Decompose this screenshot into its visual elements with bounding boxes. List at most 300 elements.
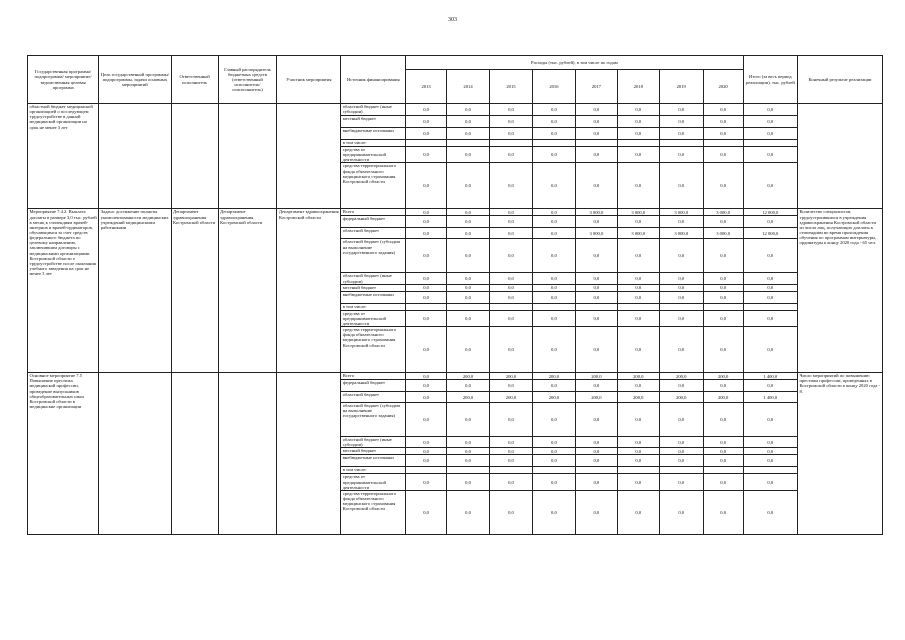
- year-value-cell: 0,0: [447, 209, 490, 216]
- year-value-cell: 0,0: [447, 147, 490, 163]
- year-value-cell: 0,0: [703, 239, 743, 273]
- header-year: 2013: [406, 70, 447, 104]
- year-value-cell: 0,0: [532, 163, 575, 209]
- year-value-cell: 0,0: [447, 474, 490, 490]
- year-value-cell: 0,0: [406, 474, 447, 490]
- year-value-cell: 0,0: [703, 104, 743, 116]
- participant-cell: [277, 104, 341, 209]
- year-value-cell: 0,0: [659, 273, 703, 284]
- source-cell: федеральный бюджет: [341, 380, 406, 392]
- source-cell: областной бюджет (субсидии на выполнение государственного задания): [341, 403, 406, 437]
- year-value-cell: 0,0: [490, 128, 533, 140]
- manager-cell: [218, 104, 277, 209]
- year-value-cell: 200,0: [490, 392, 533, 403]
- source-cell: средства от предпринимательской деятельности: [341, 147, 406, 163]
- year-value-cell: 0,0: [447, 116, 490, 128]
- year-value-cell: 0,0: [575, 474, 617, 490]
- year-value-cell: 0,0: [659, 239, 703, 273]
- year-value-cell: [617, 303, 659, 310]
- year-value-cell: 0,0: [703, 380, 743, 392]
- year-value-cell: 0,0: [406, 455, 447, 467]
- year-value-cell: 0,0: [617, 273, 659, 284]
- year-value-cell: 3 000,0: [617, 209, 659, 216]
- year-value-cell: 0,0: [447, 284, 490, 291]
- header-year: 2016: [532, 70, 575, 104]
- header-participant: Участник мероприятия: [277, 56, 341, 104]
- year-value-cell: 0,0: [532, 128, 575, 140]
- year-value-cell: 200,0: [447, 373, 490, 380]
- table-row: [28, 104, 883, 116]
- total-value-cell: 0,0: [743, 403, 797, 437]
- year-value-cell: 200,0: [659, 392, 703, 403]
- year-value-cell: 0,0: [659, 474, 703, 490]
- year-value-cell: 3 000,0: [703, 228, 743, 239]
- year-value-cell: 0,0: [703, 455, 743, 467]
- year-value-cell: 0,0: [703, 284, 743, 291]
- source-cell: Всего: [341, 209, 406, 216]
- year-value-cell: 0,0: [406, 448, 447, 455]
- year-value-cell: 0,0: [490, 163, 533, 209]
- year-value-cell: 0,0: [617, 448, 659, 455]
- source-cell: средства территориального фонда обязательного медицинского страхования Костромской области: [341, 490, 406, 534]
- year-value-cell: 0,0: [447, 239, 490, 273]
- program-cell: областной бюджет медицинской организацией о последующем трудоустройстве в данной медицинской организации на срок не менее 3 лет: [28, 104, 99, 209]
- year-value-cell: 0,0: [406, 147, 447, 163]
- header-expenses: Расходы (тыс. рублей), в том числе по годам: [406, 56, 743, 70]
- total-value-cell: 0,0: [743, 490, 797, 534]
- year-value-cell: 0,0: [575, 310, 617, 326]
- year-value-cell: 0,0: [532, 228, 575, 239]
- year-value-cell: 0,0: [447, 128, 490, 140]
- year-value-cell: 0,0: [575, 455, 617, 467]
- goal-cell: [99, 104, 171, 209]
- year-value-cell: 0,0: [575, 273, 617, 284]
- total-value-cell: 0,0: [743, 437, 797, 448]
- year-value-cell: [575, 140, 617, 147]
- year-value-cell: 0,0: [447, 228, 490, 239]
- year-value-cell: 0,0: [490, 437, 533, 448]
- year-value-cell: 200,0: [532, 392, 575, 403]
- year-value-cell: 200,0: [575, 373, 617, 380]
- year-value-cell: 0,0: [532, 291, 575, 303]
- header-program: Государственная программа/подпрограмма/ мероприятие/ ведомственная целевая программа: [28, 56, 99, 104]
- year-value-cell: [406, 140, 447, 147]
- total-value-cell: 0,0: [743, 310, 797, 326]
- year-value-cell: 0,0: [447, 310, 490, 326]
- year-value-cell: 0,0: [490, 116, 533, 128]
- year-value-cell: 0,0: [490, 273, 533, 284]
- year-value-cell: 0,0: [447, 216, 490, 228]
- source-cell: Всего: [341, 373, 406, 380]
- year-value-cell: 0,0: [532, 380, 575, 392]
- year-value-cell: 0,0: [659, 490, 703, 534]
- year-value-cell: 0,0: [490, 228, 533, 239]
- year-value-cell: 0,0: [532, 284, 575, 291]
- year-value-cell: 0,0: [490, 216, 533, 228]
- header-year: 2017: [575, 70, 617, 104]
- year-value-cell: 0,0: [490, 327, 533, 373]
- year-value-cell: 0,0: [617, 403, 659, 437]
- year-value-cell: 0,0: [490, 310, 533, 326]
- year-value-cell: 0,0: [406, 239, 447, 273]
- year-value-cell: 0,0: [532, 209, 575, 216]
- year-value-cell: 0,0: [406, 373, 447, 380]
- year-value-cell: 0,0: [575, 128, 617, 140]
- year-value-cell: 0,0: [617, 474, 659, 490]
- year-value-cell: 3 000,0: [659, 228, 703, 239]
- year-value-cell: 0,0: [490, 209, 533, 216]
- total-value-cell: 0,0: [743, 455, 797, 467]
- year-value-cell: [703, 467, 743, 474]
- year-value-cell: 0,0: [575, 216, 617, 228]
- year-value-cell: [703, 140, 743, 147]
- source-cell: областной бюджет: [341, 228, 406, 239]
- year-value-cell: 0,0: [617, 128, 659, 140]
- total-value-cell: 0,0: [743, 448, 797, 455]
- year-value-cell: 0,0: [575, 380, 617, 392]
- participant-cell: [277, 373, 341, 535]
- responsible-cell: [171, 373, 218, 535]
- year-value-cell: 3 000,0: [575, 209, 617, 216]
- source-cell: внебюджетные источники: [341, 128, 406, 140]
- year-value-cell: 0,0: [659, 327, 703, 373]
- year-value-cell: 0,0: [575, 239, 617, 273]
- year-value-cell: 0,0: [532, 104, 575, 116]
- table-header: [28, 56, 883, 104]
- year-value-cell: 0,0: [575, 163, 617, 209]
- year-value-cell: 0,0: [659, 147, 703, 163]
- year-value-cell: 0,0: [617, 147, 659, 163]
- header-year: 2018: [617, 70, 659, 104]
- year-value-cell: 0,0: [447, 273, 490, 284]
- participant-cell: Департамент здравоохранения Костромской области: [277, 209, 341, 373]
- total-value-cell: 0,0: [743, 163, 797, 209]
- year-value-cell: [447, 467, 490, 474]
- year-value-cell: 200,0: [532, 373, 575, 380]
- block3-body: [28, 373, 883, 535]
- year-value-cell: 0,0: [532, 216, 575, 228]
- year-value-cell: 0,0: [532, 448, 575, 455]
- year-value-cell: [575, 467, 617, 474]
- year-value-cell: 0,0: [406, 163, 447, 209]
- year-value-cell: 0,0: [575, 104, 617, 116]
- year-value-cell: 0,0: [703, 327, 743, 373]
- year-value-cell: 0,0: [703, 310, 743, 326]
- total-value-cell: [743, 467, 797, 474]
- year-value-cell: 0,0: [532, 327, 575, 373]
- year-value-cell: 200,0: [703, 373, 743, 380]
- year-value-cell: 0,0: [617, 239, 659, 273]
- header-total: Итого (за весь период реализации), тыс. рублей: [743, 56, 797, 104]
- year-value-cell: 0,0: [447, 380, 490, 392]
- year-value-cell: [659, 303, 703, 310]
- total-value-cell: 0,0: [743, 147, 797, 163]
- source-cell: средства территориального фонда обязательного медицинского страхования Костромской области: [341, 327, 406, 373]
- budget-table: [27, 55, 883, 535]
- year-value-cell: 0,0: [406, 273, 447, 284]
- year-value-cell: 0,0: [659, 448, 703, 455]
- year-value-cell: [532, 467, 575, 474]
- table-row: [28, 373, 883, 380]
- result-cell: [798, 104, 883, 209]
- program-cell: Основное мероприятие 7.5 Повышение престижа медицинской профессии, проведение выпускников общеобразовательных школ Костромской области в медицинские организации: [28, 373, 99, 535]
- table-row: [28, 209, 883, 216]
- manager-cell: [218, 373, 277, 535]
- year-value-cell: 0,0: [703, 128, 743, 140]
- year-value-cell: 0,0: [617, 490, 659, 534]
- year-value-cell: 0,0: [447, 455, 490, 467]
- source-cell: местный бюджет: [341, 284, 406, 291]
- total-value-cell: 0,0: [743, 216, 797, 228]
- total-value-cell: 0,0: [743, 104, 797, 116]
- year-value-cell: 0,0: [617, 216, 659, 228]
- year-value-cell: 0,0: [703, 437, 743, 448]
- year-value-cell: 0,0: [406, 116, 447, 128]
- year-value-cell: 0,0: [575, 403, 617, 437]
- year-value-cell: 0,0: [406, 291, 447, 303]
- total-value-cell: 12 000,0: [743, 228, 797, 239]
- header-year: 2019: [659, 70, 703, 104]
- year-value-cell: [490, 303, 533, 310]
- year-value-cell: 0,0: [575, 291, 617, 303]
- year-value-cell: 0,0: [659, 437, 703, 448]
- year-value-cell: 0,0: [575, 448, 617, 455]
- header-source: Источник финансирования: [341, 56, 406, 104]
- responsible-cell: Департамент здравоохранения Костромской области: [171, 209, 218, 373]
- year-value-cell: [490, 140, 533, 147]
- year-value-cell: 0,0: [406, 380, 447, 392]
- goal-cell: [99, 373, 171, 535]
- year-value-cell: 3 000,0: [575, 228, 617, 239]
- year-value-cell: 0,0: [532, 455, 575, 467]
- year-value-cell: 0,0: [659, 116, 703, 128]
- year-value-cell: 0,0: [532, 437, 575, 448]
- year-value-cell: 0,0: [703, 273, 743, 284]
- page-number: 303: [448, 17, 457, 23]
- year-value-cell: 0,0: [406, 437, 447, 448]
- year-value-cell: 0,0: [617, 284, 659, 291]
- header-year: 2015: [490, 70, 533, 104]
- year-value-cell: 0,0: [575, 437, 617, 448]
- year-value-cell: 0,0: [490, 239, 533, 273]
- block2-body: [28, 209, 883, 373]
- year-value-cell: 0,0: [703, 403, 743, 437]
- year-value-cell: 0,0: [406, 216, 447, 228]
- year-value-cell: 0,0: [406, 392, 447, 403]
- source-cell: местный бюджет: [341, 448, 406, 455]
- year-value-cell: [532, 140, 575, 147]
- year-value-cell: 0,0: [490, 403, 533, 437]
- year-value-cell: [406, 303, 447, 310]
- year-value-cell: 0,0: [703, 216, 743, 228]
- year-value-cell: 0,0: [490, 147, 533, 163]
- year-value-cell: 0,0: [532, 116, 575, 128]
- header-year: 2014: [447, 70, 490, 104]
- total-value-cell: 12 000,0: [743, 209, 797, 216]
- total-value-cell: 0,0: [743, 273, 797, 284]
- source-cell: средства территориального фонда обязательного медицинского страхования Костромской области: [341, 163, 406, 209]
- year-value-cell: 200,0: [490, 373, 533, 380]
- year-value-cell: 0,0: [617, 291, 659, 303]
- year-value-cell: [406, 467, 447, 474]
- year-value-cell: 3 000,0: [617, 228, 659, 239]
- total-value-cell: 0,0: [743, 128, 797, 140]
- year-value-cell: 0,0: [617, 163, 659, 209]
- year-value-cell: 0,0: [406, 284, 447, 291]
- total-value-cell: 0,0: [743, 116, 797, 128]
- header-responsible: Ответственный исполнитель: [171, 56, 218, 104]
- year-value-cell: 0,0: [703, 291, 743, 303]
- year-value-cell: 0,0: [575, 116, 617, 128]
- total-value-cell: [743, 140, 797, 147]
- total-value-cell: 0,0: [743, 284, 797, 291]
- year-value-cell: 0,0: [575, 490, 617, 534]
- year-value-cell: 0,0: [406, 209, 447, 216]
- source-cell: областной бюджет (иные субсидии): [341, 437, 406, 448]
- year-value-cell: [447, 303, 490, 310]
- year-value-cell: 0,0: [703, 147, 743, 163]
- year-value-cell: [490, 467, 533, 474]
- year-value-cell: 0,0: [659, 455, 703, 467]
- year-value-cell: 0,0: [406, 228, 447, 239]
- program-cell: Мероприятие 7.4.2. Выплата доплаты в размере 3,0 тыс. рублей в месяц к стипендиям врачей-интернов и врачей-ординаторов, обучающимся за счет средств федерального бюджета по целевому направлению, заключившим договоры с медицинскими организациями Костромской области о трудоустройстве после окончания учебного заведения на срок не менее 3 лет: [28, 209, 99, 373]
- year-value-cell: 0,0: [617, 455, 659, 467]
- year-value-cell: 0,0: [447, 437, 490, 448]
- source-cell: местный бюджет: [341, 116, 406, 128]
- year-value-cell: 0,0: [406, 104, 447, 116]
- year-value-cell: 0,0: [659, 291, 703, 303]
- year-value-cell: 0,0: [490, 291, 533, 303]
- source-cell: федеральный бюджет: [341, 216, 406, 228]
- year-value-cell: 0,0: [703, 490, 743, 534]
- source-cell: областной бюджет (иные субсидии): [341, 104, 406, 116]
- year-value-cell: 0,0: [406, 310, 447, 326]
- header-result: Конечный результат реализации: [798, 56, 883, 104]
- total-value-cell: 0,0: [743, 380, 797, 392]
- year-value-cell: 0,0: [575, 327, 617, 373]
- year-value-cell: 0,0: [659, 163, 703, 209]
- year-value-cell: 0,0: [617, 116, 659, 128]
- year-value-cell: 0,0: [575, 284, 617, 291]
- year-value-cell: 0,0: [703, 474, 743, 490]
- year-value-cell: 200,0: [617, 373, 659, 380]
- year-value-cell: 0,0: [447, 291, 490, 303]
- year-value-cell: 200,0: [617, 392, 659, 403]
- year-value-cell: 0,0: [659, 216, 703, 228]
- year-value-cell: 0,0: [617, 437, 659, 448]
- goal-cell: Задача: достижение полноты укомплектованности медицинских учреждений медицинскими работниками: [99, 209, 171, 373]
- source-cell: областной бюджет (субсидии на выполнение государственного задания): [341, 239, 406, 273]
- source-cell: в том числе:: [341, 303, 406, 310]
- year-value-cell: 0,0: [532, 490, 575, 534]
- year-value-cell: 0,0: [659, 310, 703, 326]
- year-value-cell: [703, 303, 743, 310]
- year-value-cell: 0,0: [532, 273, 575, 284]
- source-cell: внебюджетные источники: [341, 455, 406, 467]
- year-value-cell: 0,0: [617, 380, 659, 392]
- total-value-cell: 1 400,0: [743, 373, 797, 380]
- total-value-cell: 1 400,0: [743, 392, 797, 403]
- responsible-cell: [171, 104, 218, 209]
- block1-body: [28, 104, 883, 209]
- year-value-cell: 3 000,0: [703, 209, 743, 216]
- year-value-cell: 0,0: [406, 327, 447, 373]
- year-value-cell: 0,0: [703, 163, 743, 209]
- year-value-cell: 0,0: [406, 128, 447, 140]
- year-value-cell: 0,0: [532, 239, 575, 273]
- source-cell: средства от предпринимательской деятельности: [341, 310, 406, 326]
- year-value-cell: 0,0: [532, 310, 575, 326]
- year-value-cell: 0,0: [617, 327, 659, 373]
- year-value-cell: [659, 140, 703, 147]
- source-cell: в том числе:: [341, 467, 406, 474]
- year-value-cell: 0,0: [532, 403, 575, 437]
- result-cell: Количество специалистов, трудоустроившихся в учреждения здравоохранения Костромской области из числа лиц, получающих доплаты к стипендиям во время прохождения обучения по программам интернатуры, ординатуры к концу 2020 года - 65 чел.: [798, 209, 883, 373]
- year-value-cell: 0,0: [447, 403, 490, 437]
- year-value-cell: 0,0: [659, 380, 703, 392]
- year-value-cell: 0,0: [703, 448, 743, 455]
- year-value-cell: 0,0: [617, 310, 659, 326]
- year-value-cell: 0,0: [490, 380, 533, 392]
- year-value-cell: 0,0: [490, 490, 533, 534]
- header-manager: Главный распорядитель бюджетных средств (ответственный исполнитель/ соисполнитель): [218, 56, 277, 104]
- total-value-cell: [743, 303, 797, 310]
- year-value-cell: 0,0: [490, 474, 533, 490]
- year-value-cell: [617, 467, 659, 474]
- source-cell: областной бюджет (иные субсидии): [341, 273, 406, 284]
- year-value-cell: 0,0: [447, 448, 490, 455]
- year-value-cell: 0,0: [447, 104, 490, 116]
- year-value-cell: 200,0: [575, 392, 617, 403]
- year-value-cell: 0,0: [617, 104, 659, 116]
- year-value-cell: [575, 303, 617, 310]
- year-value-cell: 0,0: [406, 490, 447, 534]
- source-cell: областной бюджет: [341, 392, 406, 403]
- year-value-cell: 0,0: [532, 474, 575, 490]
- year-value-cell: 0,0: [659, 104, 703, 116]
- year-value-cell: 200,0: [659, 373, 703, 380]
- total-value-cell: 0,0: [743, 327, 797, 373]
- year-value-cell: [532, 303, 575, 310]
- source-cell: средства от предпринимательской деятельности: [341, 474, 406, 490]
- year-value-cell: 0,0: [490, 448, 533, 455]
- year-value-cell: 200,0: [703, 392, 743, 403]
- year-value-cell: 0,0: [447, 163, 490, 209]
- manager-cell: Департамент здравоохранения Костромской области: [218, 209, 277, 373]
- year-value-cell: [659, 467, 703, 474]
- total-value-cell: 0,0: [743, 474, 797, 490]
- year-value-cell: 0,0: [659, 284, 703, 291]
- year-value-cell: 3 000,0: [659, 209, 703, 216]
- year-value-cell: [617, 140, 659, 147]
- source-cell: в том числе:: [341, 140, 406, 147]
- year-value-cell: 0,0: [575, 147, 617, 163]
- year-value-cell: 0,0: [659, 403, 703, 437]
- source-cell: внебюджетные источники: [341, 291, 406, 303]
- year-value-cell: 0,0: [447, 490, 490, 534]
- year-value-cell: 0,0: [490, 104, 533, 116]
- result-cell: Число мероприятий по повышению престижа профессии, проведенных в Костромской области к концу 2020 года - 8.: [798, 373, 883, 535]
- year-value-cell: 0,0: [532, 147, 575, 163]
- year-value-cell: 0,0: [659, 128, 703, 140]
- total-value-cell: 0,0: [743, 239, 797, 273]
- year-value-cell: 0,0: [490, 284, 533, 291]
- year-value-cell: 0,0: [447, 327, 490, 373]
- year-value-cell: 0,0: [406, 403, 447, 437]
- header-goal: Цель государственной программы/подпрограммы, задачи основных мероприятий: [99, 56, 171, 104]
- header-year: 2020: [703, 70, 743, 104]
- year-value-cell: 0,0: [490, 455, 533, 467]
